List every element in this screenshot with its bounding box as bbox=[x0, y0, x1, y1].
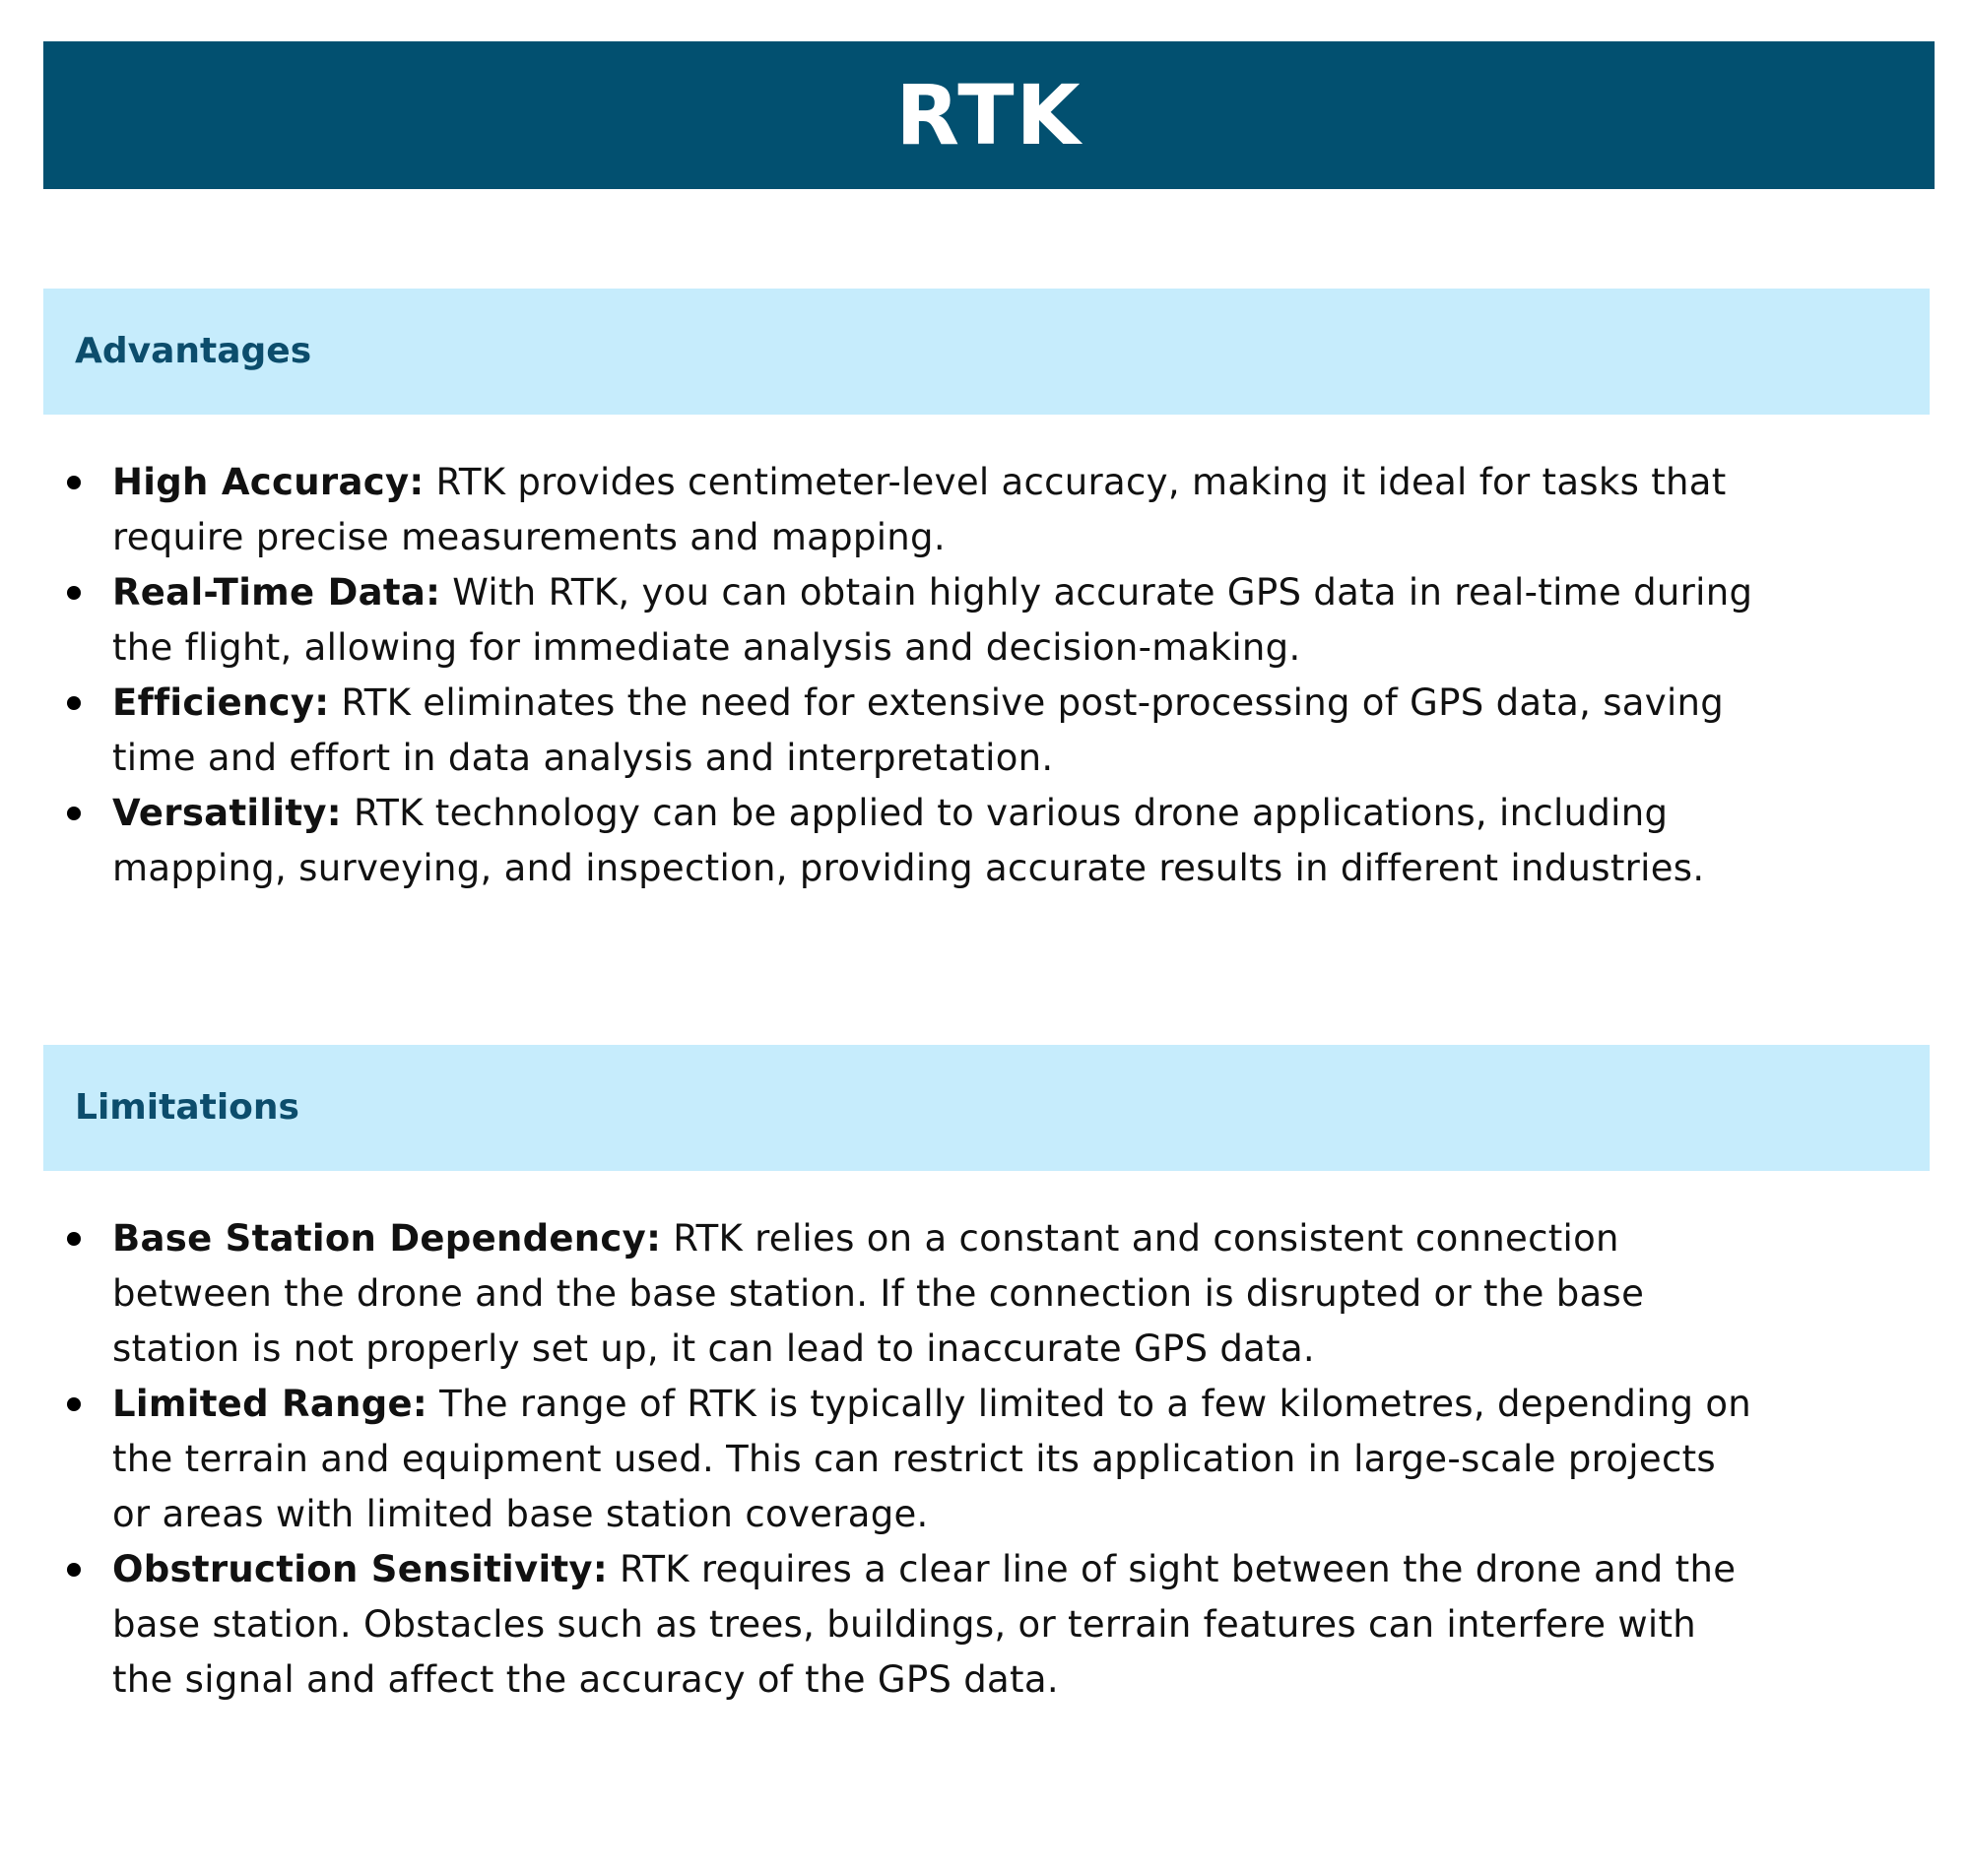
advantages-list bbox=[59, 455, 1753, 896]
bullet-icon bbox=[67, 586, 81, 600]
advantages-title: Advantages bbox=[75, 331, 312, 371]
item-term: High Accuracy: bbox=[112, 461, 425, 503]
item-text: RTK provides centimeter-level accuracy, making it ideal for tasks that require precise measurements and mapping. bbox=[112, 461, 1727, 558]
list-item bbox=[59, 676, 1753, 786]
bullet-icon bbox=[67, 1397, 81, 1411]
item-term: Obstruction Sensitivity: bbox=[112, 1548, 608, 1590]
advantages-header bbox=[43, 289, 1930, 415]
bullet-icon bbox=[67, 807, 81, 820]
list-item bbox=[59, 1377, 1753, 1542]
item-term: Versatility: bbox=[112, 792, 342, 834]
list-item bbox=[59, 565, 1753, 676]
item-term: Limited Range: bbox=[112, 1383, 428, 1425]
item-text: RTK requires a clear line of sight between the drone and the base station. Obstacles such as trees, buildings, or terrain features can interfere with the signal and affect the accuracy of the GPS data. bbox=[112, 1548, 1737, 1701]
item-text: RTK eliminates the need for extensive post-processing of GPS data, saving time and effort in data analysis and interpretation. bbox=[112, 681, 1725, 779]
bullet-icon bbox=[67, 476, 81, 489]
list-item bbox=[59, 455, 1753, 565]
item-text: With RTK, you can obtain highly accurate GPS data in real-time during the flight, allowing for immediate analysis and decision-making. bbox=[112, 571, 1753, 669]
item-term: Real-Time Data: bbox=[112, 571, 441, 614]
bullet-icon bbox=[67, 1563, 81, 1577]
item-text: RTK technology can be applied to various drone applications, including mapping, surveying, and inspection, providing accurate results in different industries. bbox=[112, 792, 1705, 889]
list-item bbox=[59, 1211, 1753, 1377]
page-title: RTK bbox=[895, 67, 1083, 163]
item-text: The range of RTK is typically limited to a few kilometres, depending on the terrain and equipment used. This can restrict its application in large-scale projects or areas with limited base station coverage. bbox=[112, 1383, 1752, 1535]
item-term: Efficiency: bbox=[112, 681, 330, 724]
list-item bbox=[59, 786, 1753, 896]
title-banner bbox=[43, 41, 1935, 189]
limitations-header bbox=[43, 1045, 1930, 1171]
limitations-list bbox=[59, 1211, 1753, 1708]
bullet-icon bbox=[67, 696, 81, 710]
limitations-title: Limitations bbox=[75, 1087, 299, 1128]
list-item bbox=[59, 1542, 1753, 1708]
item-text: RTK relies on a constant and consistent connection between the drone and the base station. If the connection is disrupted or the base station is not properly set up, it can lead to inaccurate GPS data. bbox=[112, 1217, 1645, 1370]
bullet-icon bbox=[67, 1232, 81, 1246]
item-term: Base Station Dependency: bbox=[112, 1217, 662, 1260]
